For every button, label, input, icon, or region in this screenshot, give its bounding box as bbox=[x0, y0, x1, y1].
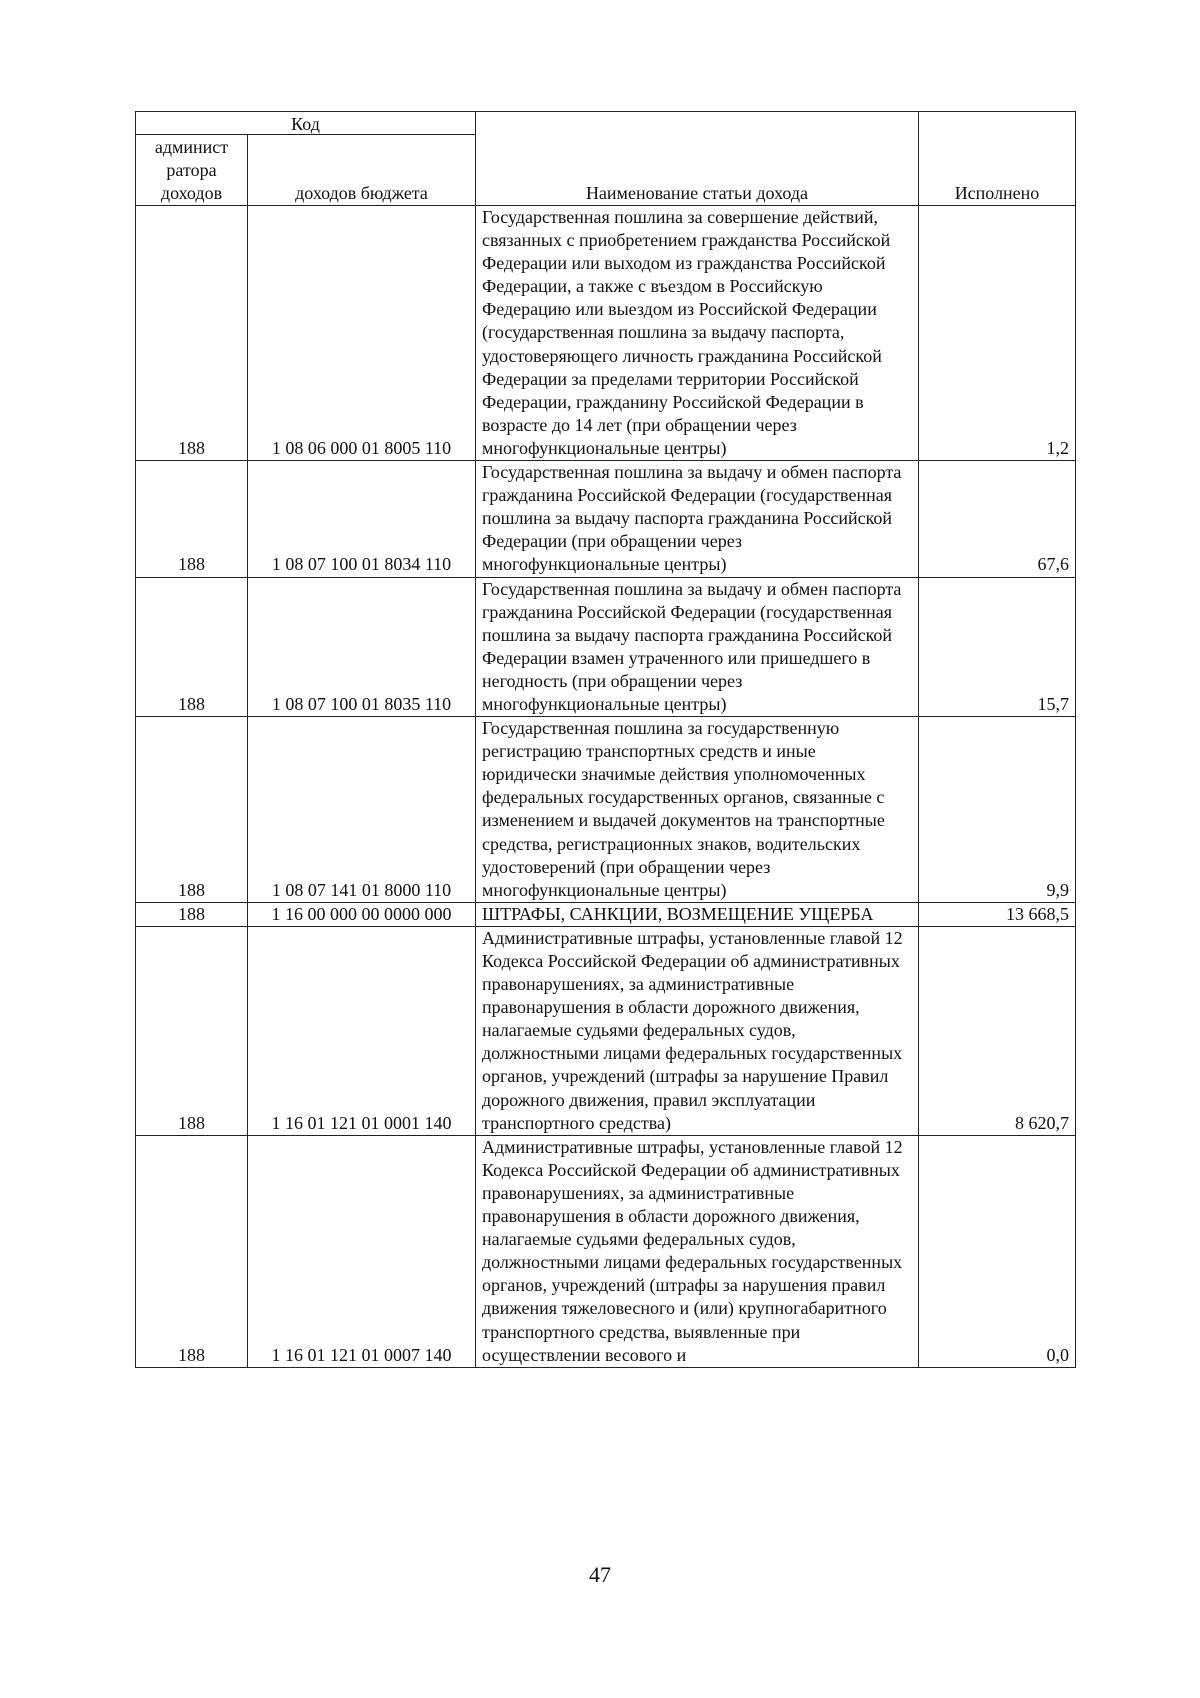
row-executed-amount: 0,0 bbox=[919, 1135, 1076, 1367]
row-administrator-code: 188 bbox=[136, 206, 248, 461]
table-row bbox=[136, 717, 1076, 903]
row-budget-code: 1 08 06 000 01 8005 110 bbox=[248, 206, 476, 461]
row-administrator-code: 188 bbox=[136, 902, 248, 926]
row-revenue-name: Государственная пошлина за выдачу и обмен паспорта гражданина Российской Федерации (государственная пошлина за выдачу паспорта гражданина Российской Федерации взамен утраченного или пришедшего в негодность (при обращении через многофункциональные центры) bbox=[476, 577, 919, 717]
row-budget-code: 1 08 07 141 01 8000 110 bbox=[248, 717, 476, 903]
page-number: 47 bbox=[589, 1562, 611, 1587]
row-executed-amount: 1,2 bbox=[919, 206, 1076, 461]
row-revenue-name: Административные штрафы, установленные главой 12 Кодекса Российской Федерации об административных правонарушениях, за административные правонарушения в области дорожного движения, налагаемые судьями федеральных судов, должностными лицами федеральных государственных органов, учреждений (штрафы за нарушения правил движения тяжеловесного и (или) крупногабаритного транспортного средства, выявленные при осуществлении весового и bbox=[476, 1135, 919, 1367]
table-body bbox=[136, 206, 1076, 1368]
row-revenue-name: Государственная пошлина за выдачу и обмен паспорта гражданина Российской Федерации (государственная пошлина за выдачу паспорта гражданина Российской Федерации (при обращении через многофункциональные центры) bbox=[476, 461, 919, 577]
budget-revenue-table bbox=[135, 111, 1076, 1368]
table-row bbox=[136, 902, 1076, 926]
row-administrator-code: 188 bbox=[136, 1135, 248, 1367]
table-row bbox=[136, 926, 1076, 1135]
row-budget-code: 1 16 01 121 01 0001 140 bbox=[248, 926, 476, 1135]
row-budget-code: 1 08 07 100 01 8034 110 bbox=[248, 461, 476, 577]
header-code: Код bbox=[136, 112, 476, 135]
row-executed-amount: 15,7 bbox=[919, 577, 1076, 717]
row-revenue-name: Государственная пошлина за совершение действий, связанных с приобретением гражданства Российской Федерации или выходом из гражданства Российской Федерации, а также с въездом в Российскую Федерацию или выездом из Российской Федерации (государственная пошлина за выдачу паспорта, удостоверяющего личность гражданина Российской Федерации за пределами территории Российской Федерации, гражданину Российской Федерации в возрасте до 14 лет (при обращении через многофункциональные центры) bbox=[476, 206, 919, 461]
header-budget-code: доходов бюджета bbox=[248, 135, 476, 206]
row-executed-amount: 8 620,7 bbox=[919, 926, 1076, 1135]
row-budget-code: 1 16 00 000 00 0000 000 bbox=[248, 902, 476, 926]
table-row bbox=[136, 206, 1076, 461]
table-header bbox=[136, 112, 1076, 206]
row-administrator-code: 188 bbox=[136, 461, 248, 577]
row-administrator-code: 188 bbox=[136, 717, 248, 903]
table-row bbox=[136, 461, 1076, 577]
row-administrator-code: 188 bbox=[136, 926, 248, 1135]
header-executed: Исполнено bbox=[919, 112, 1076, 206]
row-administrator-code: 188 bbox=[136, 577, 248, 717]
header-administrator: админист ратора доходов bbox=[136, 135, 248, 206]
row-revenue-name: Государственная пошлина за государственную регистрацию транспортных средств и иные юридически значимые действия уполномоченных федеральных государственных органов, связанные с изменением и выдачей документов на транспортные средства, регистрационных знаков, водительских удостоверений (при обращении через многофункциональные центры) bbox=[476, 717, 919, 903]
row-revenue-name: Административные штрафы, установленные главой 12 Кодекса Российской Федерации об административных правонарушениях, за административные правонарушения в области дорожного движения, налагаемые судьями федеральных судов, должностными лицами федеральных государственных органов, учреждений (штрафы за нарушение Правил дорожного движения, правил эксплуатации транспортного средства) bbox=[476, 926, 919, 1135]
row-budget-code: 1 08 07 100 01 8035 110 bbox=[248, 577, 476, 717]
row-revenue-name: ШТРАФЫ, САНКЦИИ, ВОЗМЕЩЕНИЕ УЩЕРБА bbox=[476, 902, 919, 926]
table-row bbox=[136, 1135, 1076, 1367]
row-executed-amount: 13 668,5 bbox=[919, 902, 1076, 926]
table-row bbox=[136, 577, 1076, 717]
row-budget-code: 1 16 01 121 01 0007 140 bbox=[248, 1135, 476, 1367]
header-revenue-name: Наименование статьи дохода bbox=[476, 112, 919, 206]
row-executed-amount: 67,6 bbox=[919, 461, 1076, 577]
row-executed-amount: 9,9 bbox=[919, 717, 1076, 903]
